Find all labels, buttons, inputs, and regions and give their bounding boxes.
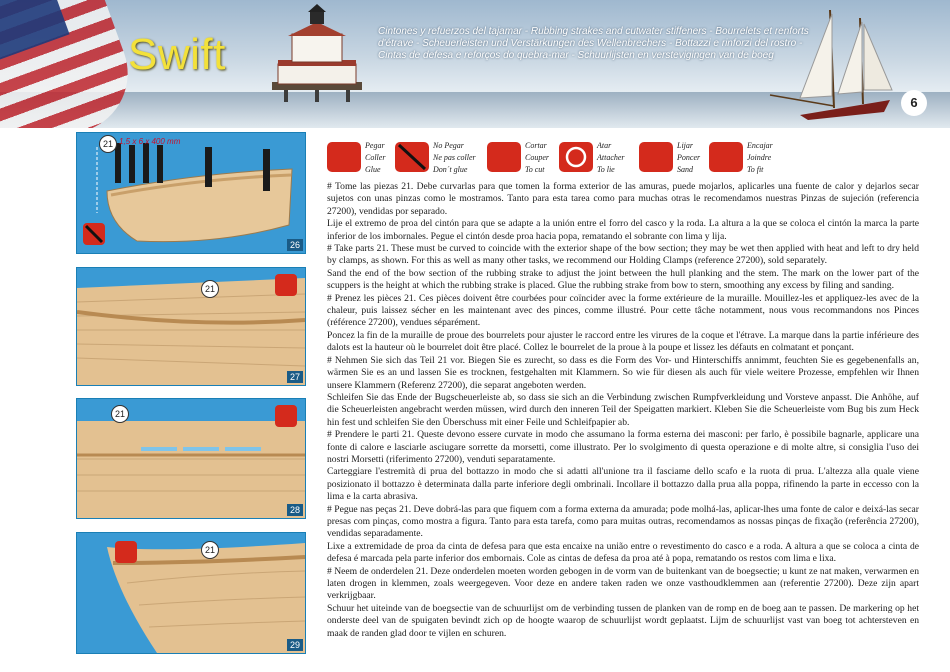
legend-label: Poncer	[677, 153, 701, 162]
tie-icon	[559, 142, 593, 172]
part-callout: 21	[201, 541, 219, 559]
paragraph: Carteggiare l'estremità di prua del bottazzo in modo che si adatti all'unione tra il fasciame dello scafo e la ruota di prua. L'altezza alla quale viene posizionato il bottazzo è determinata dalla parte inferiore degli ombrinali. Incollare il bottazzo dalla prua alla poppa, rifinendo la parte in eccesso con la lima e la carta abrasiva.	[327, 466, 919, 503]
legend-label: Coller	[365, 153, 386, 162]
subtitle-line: d'étrave - Scheuerleisten und Verstärkungen des Wellenbrechers - Bottazzi e rinforzi del rostro -	[378, 38, 803, 49]
legend-label: To lie	[597, 165, 615, 174]
glue-icon	[275, 274, 297, 296]
legend-label: Couper	[525, 153, 549, 162]
paragraph: Poncez la fin de la muraille de proue des bourrelets pour ajuster le raccord entre les virures de la coque et l'étrave. La marque dans la partie inférieure des dalots est la hauteur où le bourrelet doit être placé. Collez le bourrelet de la proue à la poupe et lissez les défauts en colmatant et ponçant.	[327, 329, 919, 354]
paragraph: # Neem de onderdelen 21. Deze onderdelen moeten worden gebogen in de vorm van de buitenkant van de boegsectie; u kunt ze nat maken, verwarmen en laten drogen in klemmen, zoals weergegeven. Voor deze en andere taken raden we onze vasthoudklemmen aan (referentie 27200). Deze zijn apart verkrijgbaar.	[327, 565, 919, 602]
lighthouse-illustration	[262, 4, 372, 104]
part-callout: 21	[111, 405, 129, 423]
legend-label: Sand	[677, 165, 693, 174]
legend-label: Attacher	[597, 153, 625, 162]
legend-label: Don´t glue	[433, 165, 468, 174]
photo-number: 28	[287, 504, 303, 516]
paragraph: # Nehmen Sie sich das Teil 21 vor. Biegen Sie es zurecht, so dass es die Form des Vor- und Hinterschiffs annimmt, feuchten Sie es gegebenenfalls an, wärmen Sie es an und lassen Sie es trocknen, festgehalten mit Klammern. So wie für diesen als auch für viele weitere Prozesse, empfehlen wir Ihnen unsere Klammern (Referenz 27200), die separat angeboten werden.	[327, 354, 919, 391]
paragraph: Lije el extremo de proa del cintón para que se adapte a la unión entre el forro del casco y la roda. La altura a la que se coloca el cintón la marca la parte inferior de los imbornales. Pegue el cintón desde proa hacia popa, rematando el sobrante con lima y lija.	[327, 218, 919, 242]
part-callout: 21	[201, 280, 219, 298]
subtitle-line: Cintas de defesa e reforços do quebra-mar - Schuurlijsten en verstevigingen van de boeg	[378, 50, 774, 61]
sand-icon	[639, 142, 673, 172]
paragraph: # Prenez les pièces 21. Ces pièces doivent être courbées pour coïncider avec la forme extérieure de la muraille. Mouillez-les et appliquez-les avec de la chaleur, puis laissez sécher en les maintenant avec des pinces, comme illustré. Pour cette tâche notamment, nous vous recommandons nos Pinces (référence 27200), vendues séparément.	[327, 292, 919, 329]
photo-number: 29	[287, 639, 303, 651]
page-title: Swift	[128, 30, 226, 79]
part-callout: 21	[99, 135, 117, 153]
no-glue-icon	[83, 223, 105, 245]
hull-strake-drawing	[77, 268, 305, 385]
page-header	[0, 0, 950, 128]
step-photo-27	[76, 267, 306, 386]
photo-number: 27	[287, 371, 303, 383]
photo-number: 26	[287, 239, 303, 251]
paragraph: # Prendere le parti 21. Queste devono essere curvate in modo che assumano la forma esterna dei masconi: per farlo, è possibile bagnarle, applicare una fonte di calore e lasciarle asciugare sorrette da morsetti, come illustrato. Per lo svolgimento di questa operazione e di molte altre, si consiglia l'uso dei nostri Morsetti (riferimento 27200), venduti separatamente.	[327, 429, 919, 465]
paragraph: Schleifen Sie das Ende der Bugscheuerleiste ab, so dass sie sich an die Verbindung zwischen Rumpfverkleidung und Vorsteve anpasst. Die Anhöhe, auf die Scheuerleisten angebracht werden müssen, wird durch den inneren Teil der Speigatten markiert. Kleben Sie die Scheuerleiste vom Bug bis zum Heck hin fest und schleifen Sie den Überschuss mit einer Feile und Schleifpapier ab.	[327, 391, 919, 428]
cut-icon	[487, 142, 521, 172]
paragraph: # Take parts 21. These must be curved to coincide with the exterior shape of the bow section; they may be wet then applied with heat and left to dry held by clamps, as shown. For this as well as many other tasks, we recommend our Holding Clamps (reference 27200), sold separately.	[327, 243, 919, 267]
no-glue-icon	[395, 142, 429, 172]
legend-label: Encajar	[747, 141, 773, 150]
glue-icon	[275, 405, 297, 427]
legend-label: Glue	[365, 165, 381, 174]
step-photo-29	[76, 532, 306, 654]
step-photo-26	[76, 132, 306, 254]
paragraph: Schuur het uiteinde van de boegsectie van de schuurlijst om de verbinding tussen de planken van de romp en de boeg aan te passen. De markering op het onderste deel van de spuigaten bevindt zich op de hoogte waarop de schuurlijst wordt geplaatst. Lijm de schuurlijst vast van boeg tot achtersteven en maak de randen glad door te vijlen en schuren.	[327, 602, 919, 639]
paragraph: # Pegue nas peças 21. Deve dobrá-las para que fiquem com a forma externa da amurada; pode molhá-las, aplicar-lhes uma fonte de calor e deixá-las secar presas com pinças, como mostra a figura. Tanto para esta tarefa, como para muitas outras, recomendamos as nossas pinças de fixação (referência 27200), vendidas separadamente.	[327, 503, 919, 540]
paragraph: Lixe a extremidade de proa da cinta de defesa para que esta encaixe na união entre o revestimento do casco e a roda. A altura a que se coloca a cinta de defesa é marcada pela parte inferior dos embornais. Cole as cintas de defesa da proa até à popa, rematando os restos com lima e lixa.	[327, 540, 919, 565]
page-subtitle	[378, 26, 818, 62]
glue-icon	[115, 541, 137, 563]
legend-label: To fit	[747, 165, 764, 174]
legend-label: Pegar	[365, 141, 385, 150]
step-photo-28	[76, 398, 306, 519]
legend-label: Joindre	[747, 153, 772, 162]
instructions-text	[327, 181, 919, 640]
legend-label: Atar	[597, 141, 612, 150]
fit-icon	[709, 142, 743, 172]
legend-label: Lijar	[677, 141, 694, 150]
schooner-illustration	[760, 0, 900, 125]
legend-label: No Pegar	[433, 141, 464, 150]
legend-label: Cortar	[525, 141, 547, 150]
symbol-legend	[327, 138, 797, 178]
paragraph: Sand the end of the bow section of the rubbing strake to adjust the joint between the hull planking and the stem. The mark on the lower part of the scuppers is the height at which the rubbing strake is placed. Glue the rubbing strake from bow to stern, smoothing any excess by filing and sanding.	[327, 267, 919, 292]
subtitle-line: Cintones y refuerzos del tajamar - Rubbing strakes and cutwater stiffeners - Bourrelets et renforts	[378, 26, 809, 37]
legend-label: To cut	[525, 165, 545, 174]
glue-icon	[327, 142, 361, 172]
part-dimensions: 1,5 x 6 x 400 mm	[119, 137, 181, 146]
paragraph: # Tome las piezas 21. Debe curvarlas para que tomen la forma exterior de las amuras, puede mojarlos, aplicarles una fuente de calor y dejarlos secar sujetos con unas pinzas como le mostramos. Tanto para esta tarea como para muchas otras le recomendamos nuestras Pinzas de sujeción (referencia 27200), vendidas por separado.	[327, 181, 919, 217]
legend-label: Ne pas coller	[433, 153, 476, 162]
bow-drawing	[77, 533, 305, 653]
page-number: 6	[901, 90, 927, 116]
